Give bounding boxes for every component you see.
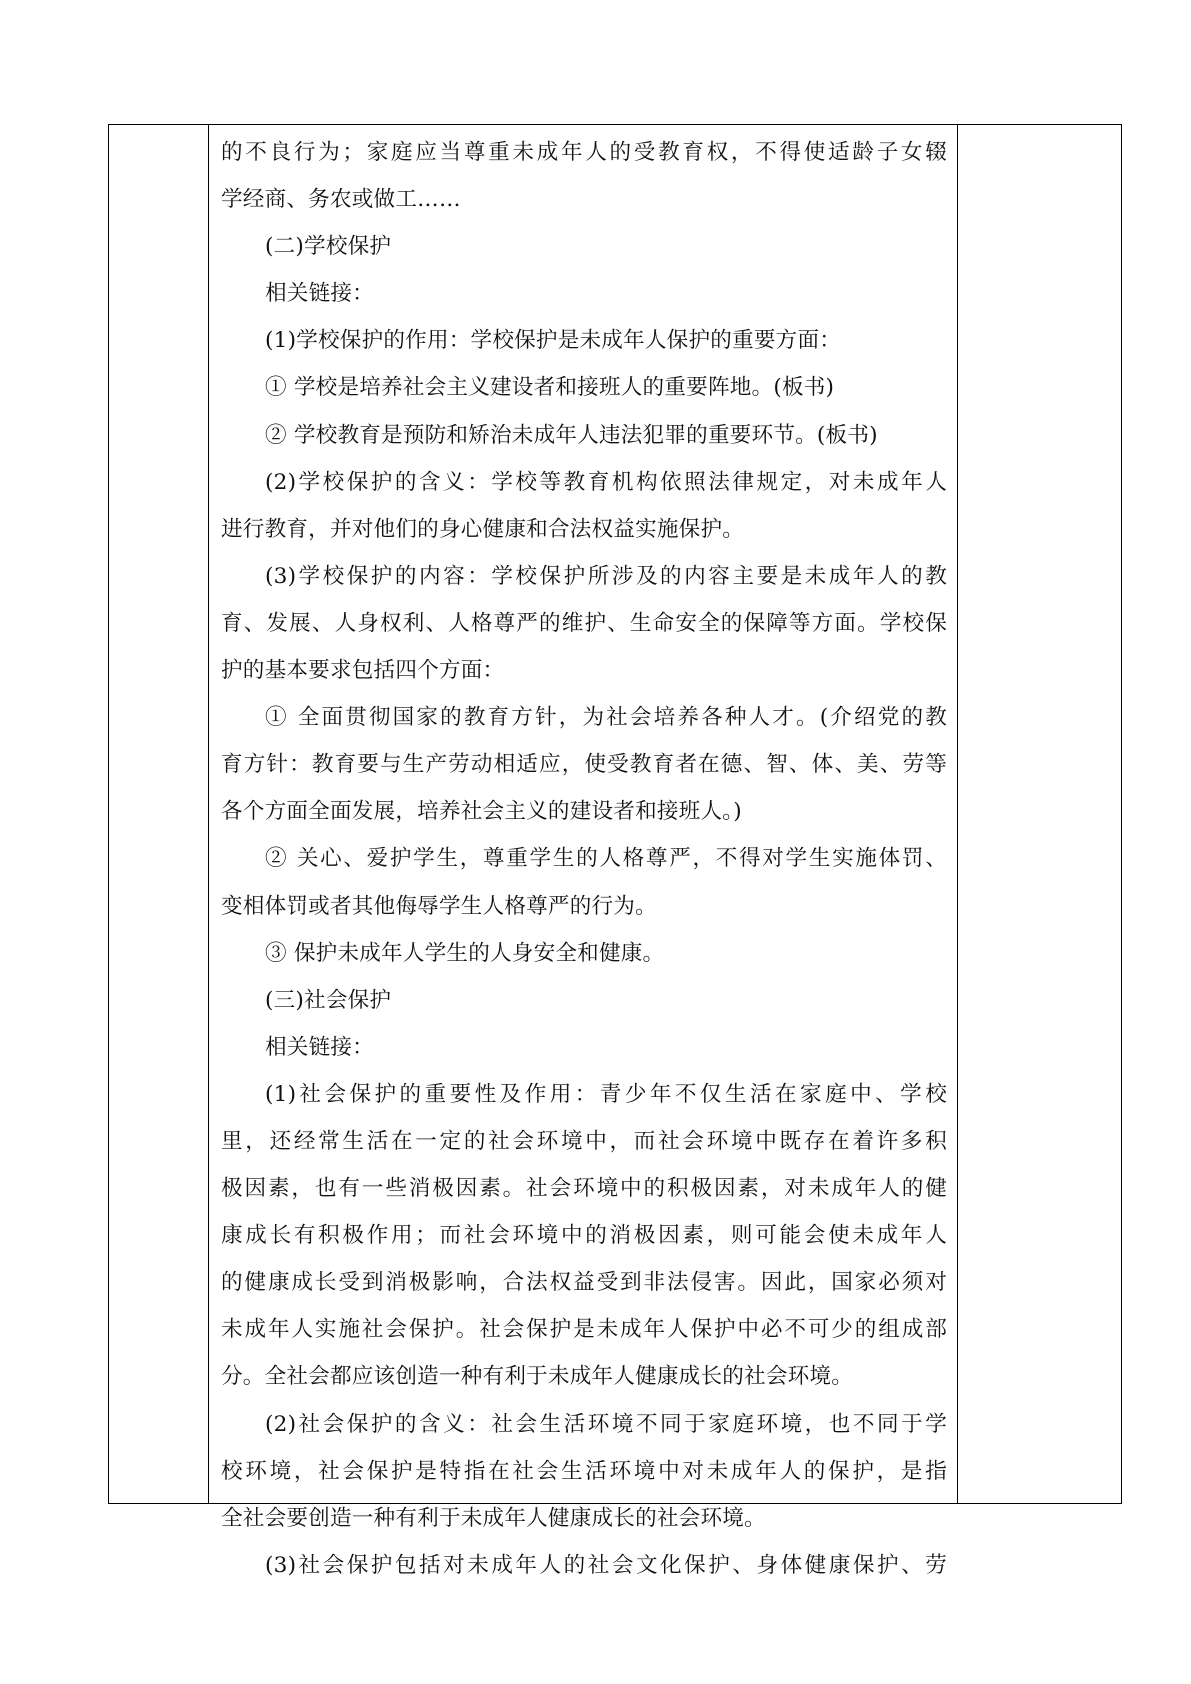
right-column-cell — [957, 125, 1121, 1503]
text-line: 分。全社会都应该创造一种有利于未成年人健康成长的社会环境。 — [221, 1364, 854, 1390]
text-line: (3)学校保护的内容：学校保护所涉及的内容主要是未成年人的教 — [265, 563, 947, 589]
text-line: (二)学校保护 — [265, 234, 392, 260]
text-line: 康成长有积极作用；而社会环境中的消极因素，则可能会使未成年人 — [221, 1223, 947, 1249]
content-text — [221, 129, 947, 1589]
text-line: 全社会要创造一种有利于未成年人健康成长的社会环境。 — [221, 1505, 766, 1531]
text-line: 各个方面全面发展，培养社会主义的建设者和接班人。) — [221, 799, 742, 825]
text-line: (1)学校保护的作用：学校保护是未成年人保护的重要方面： — [265, 328, 842, 354]
text-line: 变相体罚或者其他侮辱学生人格尊严的行为。 — [221, 893, 657, 919]
text-line: (2)学校保护的含义：学校等教育机构依照法律规定，对未成年人 — [265, 469, 947, 495]
text-line: 育方针：教育要与生产劳动相适应，使受教育者在德、智、体、美、劳等 — [221, 752, 947, 778]
text-line: 校环境，社会保护是特指在社会生活环境中对未成年人的保护，是指 — [221, 1458, 947, 1484]
text-line: ② 学校教育是预防和矫治未成年人违法犯罪的重要环节。(板书) — [265, 422, 878, 448]
text-line: ③ 保护未成年人学生的人身安全和健康。 — [265, 940, 665, 966]
left-column-cell — [109, 125, 209, 1503]
text-line: 里，还经常生活在一定的社会环境中，而社会环境中既存在着许多积 — [221, 1128, 947, 1154]
text-line: 的不良行为；家庭应当尊重未成年人的受教育权，不得使适龄子女辍 — [221, 140, 947, 165]
text-line: ① 全面贯彻国家的教育方针，为社会培养各种人才。(介绍党的教 — [265, 705, 947, 731]
text-line: 相关链接： — [265, 281, 374, 307]
text-line: 护的基本要求包括四个方面： — [221, 658, 505, 684]
content-column-cell — [209, 125, 959, 1578]
text-line: 相关链接： — [265, 1034, 374, 1060]
text-line: ② 关心、爱护学生，尊重学生的人格尊严，不得对学生实施体罚、 — [265, 846, 947, 872]
text-line: 未成年人实施社会保护。社会保护是未成年人保护中必不可少的组成部 — [221, 1317, 947, 1343]
text-line: (1)社会保护的重要性及作用：青少年不仅生活在家庭中、学校 — [265, 1081, 947, 1107]
text-line: 极因素，也有一些消极因素。社会环境中的积极因素，对未成年人的健 — [221, 1176, 947, 1202]
text-line: 的健康成长受到消极影响，合法权益受到非法侵害。因此，国家必须对 — [221, 1270, 947, 1296]
text-line: (2)社会保护的含义：社会生活环境不同于家庭环境，也不同于学 — [265, 1411, 947, 1437]
text-line: ① 学校是培养社会主义建设者和接班人的重要阵地。(板书) — [265, 375, 835, 401]
text-line: 学经商、务农或做工…… — [221, 187, 461, 213]
text-line: (三)社会保护 — [265, 987, 392, 1013]
text-line: 进行教育，并对他们的身心健康和合法权益实施保护。 — [221, 516, 745, 542]
text-line: (3)社会保护包括对未成年人的社会文化保护、身体健康保护、劳 — [265, 1552, 947, 1578]
text-line: 育、发展、人身权利、人格尊严的维护、生命安全的保障等方面。学校保 — [221, 610, 947, 636]
lesson-plan-table — [108, 124, 1122, 1578]
